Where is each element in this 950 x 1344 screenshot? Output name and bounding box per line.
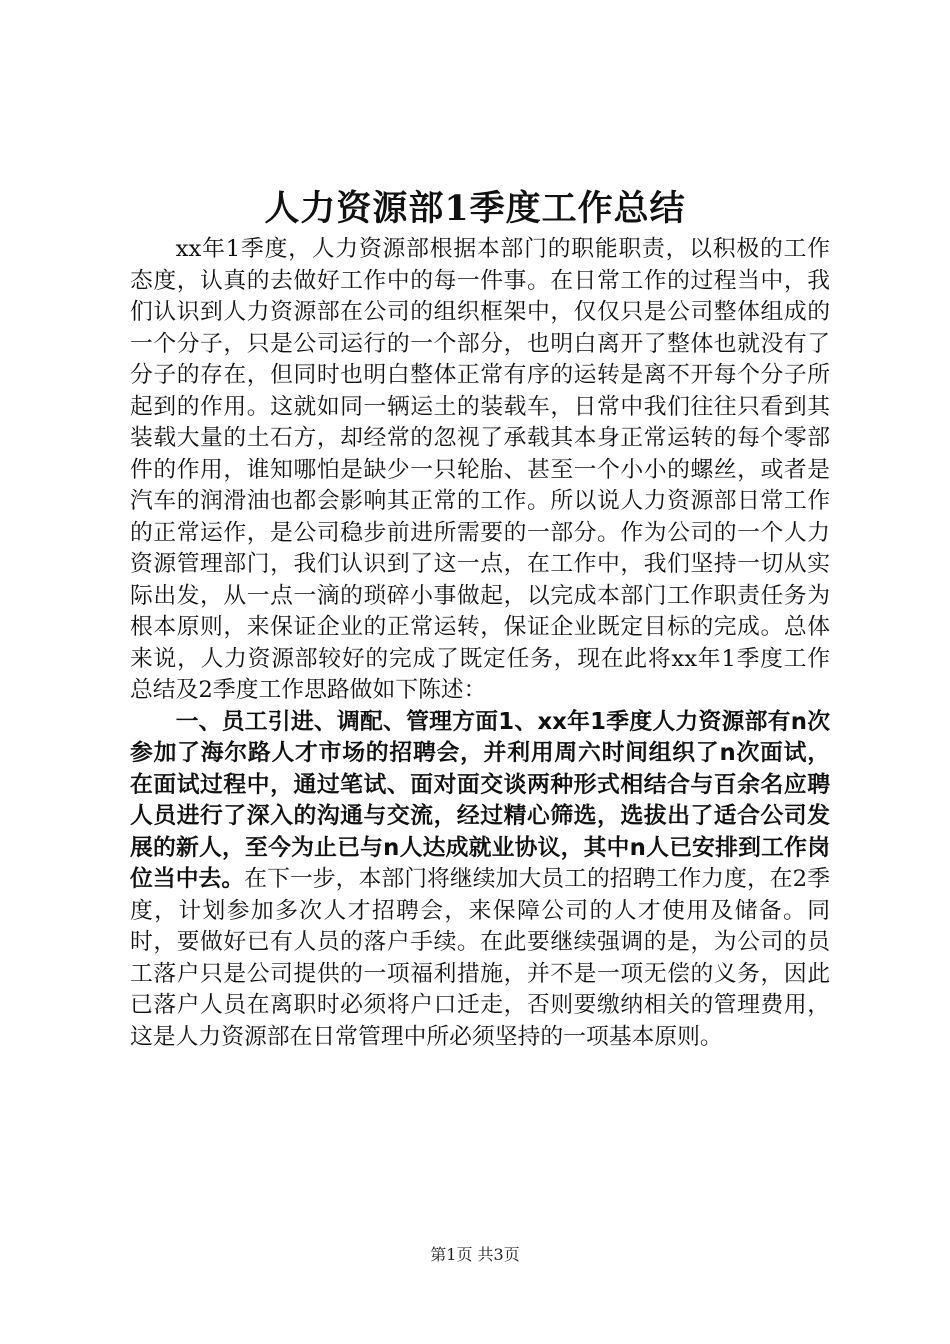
document-body [130,234,830,1053]
section-1-text: 在下一步，本部门将继续加大员工的招聘工作力度，在2季度，计划参加多次人才招聘会，来保障公司的人才使用及储备。同时，要做好已有人员的落户手续。在此要继续强调的是，为公司的员工落户只是公司提供的一项福利措施，并不是一项无偿的义务，因此已落户人员在离职时必须将户口迁走，否则要缴纳相关的管理费用，这是人力资源部在日常管理中所必须坚持的一项基本原则。 [130,866,830,1050]
page-footer: 第1页 共3页 [430,1245,520,1264]
section-1-bold-text: 一、员工引进、调配、管理方面1、xx年1季度人力资源部有n次参加了海尔路人才市场的招聘会，并利用周六时间组织了n次面试，在面试过程中，通过笔试、面对面交谈两种形式相结合与百余名应聘人员进行了深入的沟通与交流，经过精心筛选，选拔出了适合公司发展的新人，至今为止已与n人达成就业协议，其中n人已安排到工作岗位当中去。 [130,708,830,892]
paragraph-section-1 [130,707,830,1054]
paragraph-intro [130,234,830,707]
document-title: 人力资源部1季度工作总结 [264,188,686,229]
paragraph-intro-text: xx年1季度，人力资源部根据本部门的职能职责，以积极的工作态度，认真的去做好工作中的每一件事。在日常工作的过程当中，我们认识到人力资源部在公司的组织框架中，仅仅只是公司整体组成的一个分子，只是公司运行的一个部分，也明白离开了整体也就没有了分子的存在，但同时也明白整体正常有序的运转是离不开每个分子所起到的作用。这就如同一辆运土的装载车，日常中我们往往只看到其装载大量的土石方，却经常的忽视了承载其本身正常运转的每个零部件的作用，谁知哪怕是缺少一只轮胎、甚至一个小小的螺丝，或者是汽车的润滑油也都会影响其正常的工作。所以说人力资源部日常工作的正常运作，是公司稳步前进所需要的一部分。作为公司的一个人力资源管理部门，我们认识到了这一点，在工作中，我们坚持一切从实际出发，从一点一滴的琐碎小事做起，以完成本部门工作职责任务为根本原则，来保证企业的正常运转，保证企业既定目标的完成。总体来说，人力资源部较好的完成了既定任务，现在此将xx年1季度工作总结及2季度工作思路做如下陈述： [130,236,830,703]
